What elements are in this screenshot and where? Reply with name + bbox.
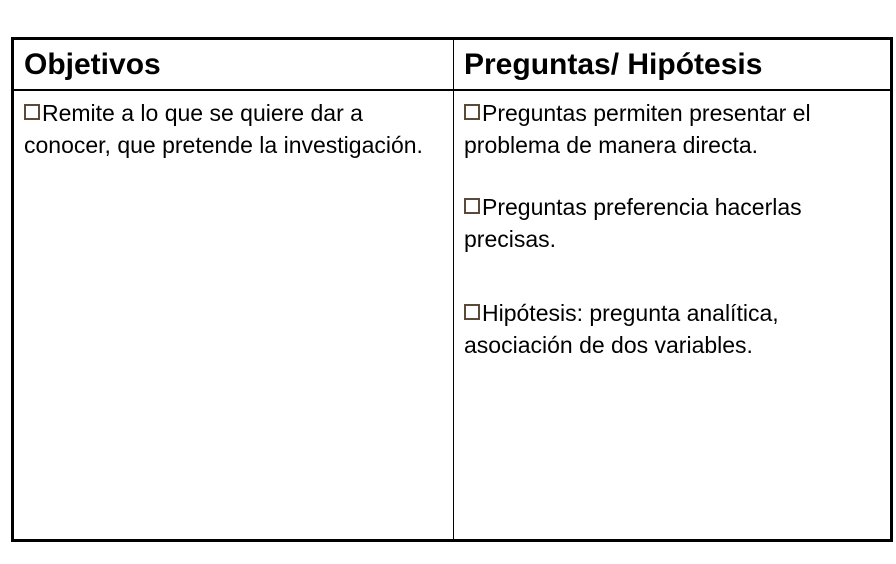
- list-item: [464, 191, 882, 255]
- list-item: [464, 297, 882, 361]
- list-item-text: Hipótesis: pregunta analítica, asociación de dos variables.: [464, 300, 779, 358]
- preguntas-cell: [454, 91, 890, 539]
- list-item-text: Remite a lo que se quiere dar a conocer, que pretende la investigación.: [24, 100, 423, 158]
- list-item: [464, 97, 882, 161]
- header-objetivos: Objetivos: [14, 40, 454, 91]
- objetivos-cell: [14, 91, 454, 539]
- list-item-text: Preguntas preferencia hacerlas precisas.: [464, 194, 802, 252]
- list-item: [24, 97, 445, 161]
- checkbox-bullet-icon: [464, 198, 480, 214]
- checkbox-bullet-icon: [24, 104, 40, 120]
- list-item-text: Preguntas permiten presentar el problema de manera directa.: [464, 100, 811, 158]
- comparison-table: [11, 37, 893, 542]
- checkbox-bullet-icon: [464, 304, 480, 320]
- checkbox-bullet-icon: [464, 104, 480, 120]
- header-preguntas-hipotesis: Preguntas/ Hipótesis: [454, 40, 890, 91]
